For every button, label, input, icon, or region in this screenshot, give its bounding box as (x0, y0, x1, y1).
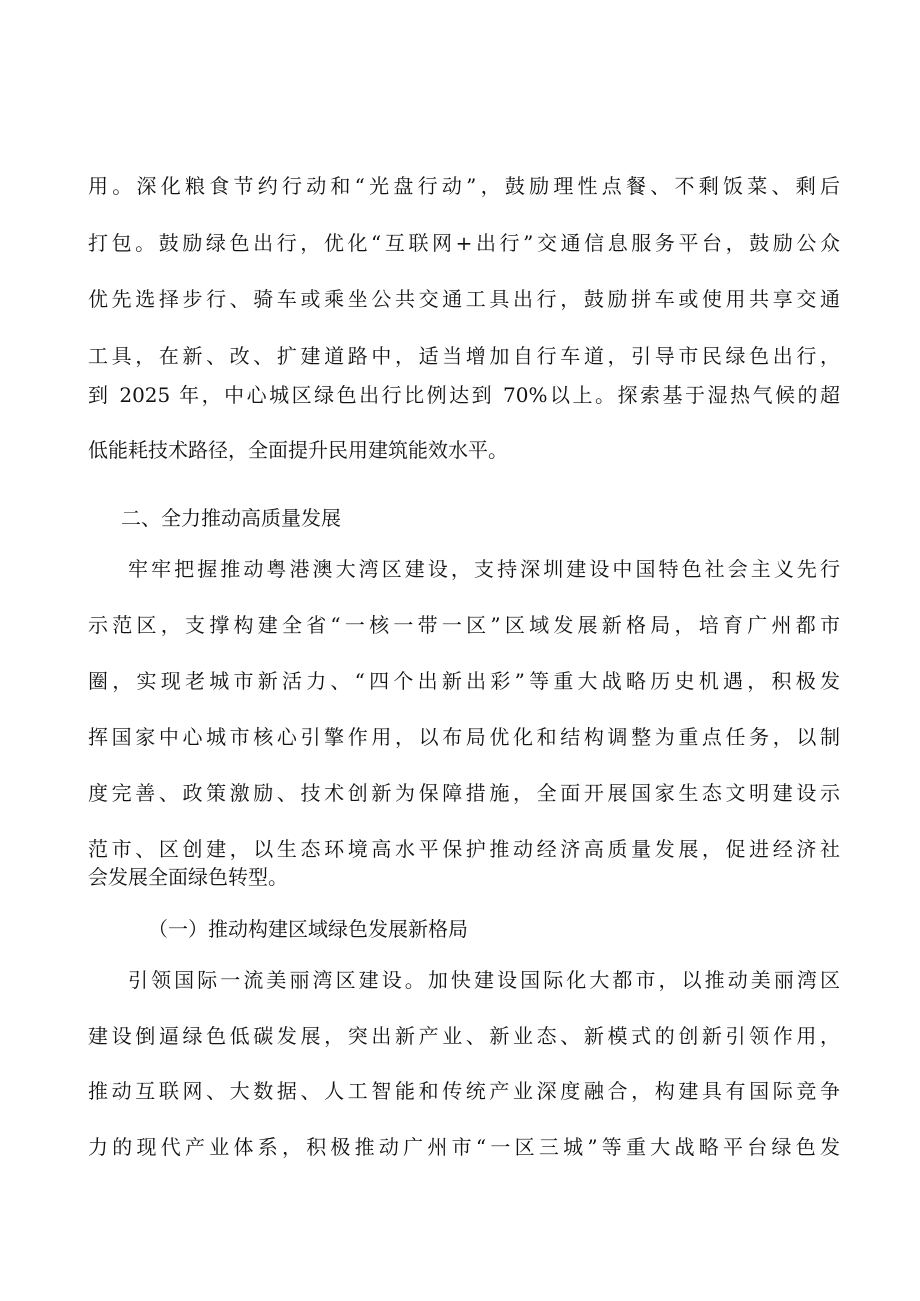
text-line: 示范区，支撑构建全省“一核一带一区”区域发展新格局，培育广州都市 (88, 613, 840, 637)
text-line: 引领国际一流美丽湾区建设。加快建设国际化大都市，以推动美丽湾区 (128, 968, 840, 992)
text-line: 推动互联网、大数据、人工智能和传统产业深度融合，构建具有国际竞争 (88, 1079, 840, 1103)
text-line: 范市、区创建，以生态环境高水平保护推动经济高质量发展，促进经济社 (88, 837, 840, 861)
text-line: 牢牢把握推动粤港澳大湾区建设，支持深圳建设中国特色社会主义先行 (128, 557, 840, 581)
text-line: 挥国家中心城市核心引擎作用，以布局优化和结构调整为重点任务，以制 (88, 725, 840, 749)
text-line: 建设倒逼绿色低碳发展，突出新产业、新业态、新模式的创新引领作用， (88, 1024, 840, 1048)
section-heading: 二、全力推动高质量发展 (121, 506, 341, 530)
text-line: 工具，在新、改、扩建道路中，适当增加自行车道，引导市民绿色出行， (88, 344, 840, 368)
text-line: 度完善、政策激励、技术创新为保障措施，全面开展国家生态文明建设示 (88, 781, 840, 805)
text-line: 用。深化粮食节约行动和“光盘行动”，鼓励理性点餐、不剩饭菜、剩后 (88, 174, 840, 198)
text-line: 低能耗技术路径，全面提升民用建筑能效水平。 (88, 438, 508, 462)
text-line: 到 2025 年，中心城区绿色出行比例达到 70%以上。探索基于湿热气候的超 (88, 383, 840, 407)
subsection-heading: （一）推动构建区域绿色发展新格局 (148, 917, 468, 941)
text-line: 会发展全面绿色转型。 (88, 865, 288, 889)
text-line: 优先选择步行、骑车或乘坐公共交通工具出行，鼓励拼车或使用共享交通 (88, 287, 840, 311)
text-line: 力的现代产业体系，积极推动广州市“一区三城”等重大战略平台绿色发 (88, 1135, 840, 1159)
text-line: 打包。鼓励绿色出行，优化“互联网+出行”交通信息服务平台，鼓励公众 (88, 231, 840, 255)
text-line: 圈，实现老城市新活力、“四个出新出彩”等重大战略历史机遇，积极发 (88, 669, 840, 693)
